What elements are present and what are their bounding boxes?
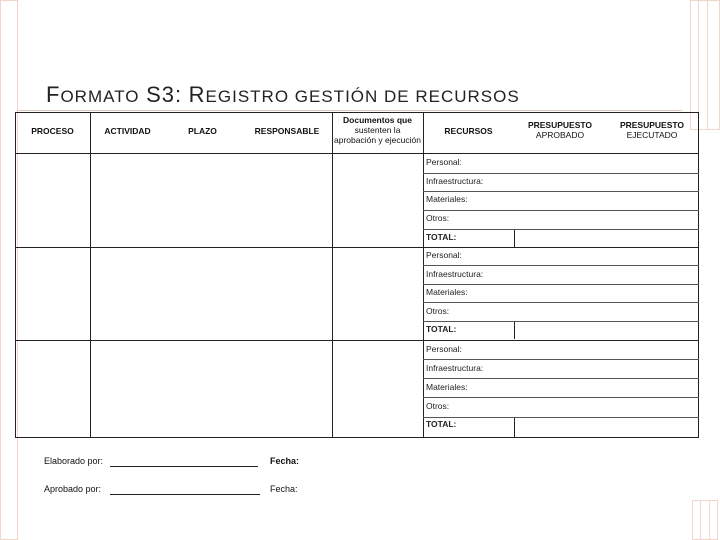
header-plazo: PLAZO: [188, 126, 217, 136]
header-actividad: ACTIVIDAD: [104, 126, 151, 136]
frame-right-inner: [698, 0, 708, 130]
label-infraestructura: Infraestructura:: [426, 363, 484, 373]
label-materiales: Materiales:: [426, 287, 468, 297]
label-personal: Personal:: [426, 344, 462, 354]
label-otros: Otros:: [426, 401, 450, 411]
label-personal: Personal:: [426, 157, 462, 167]
label-total: TOTAL:: [426, 419, 457, 429]
fecha-label-1: Fecha:: [270, 456, 300, 466]
resource-form-table: [15, 112, 699, 438]
header-presupuesto-aprobado: PRESUPUESTO APROBADO: [527, 120, 593, 140]
label-infraestructura: Infraestructura:: [426, 269, 484, 279]
title-underline: [18, 110, 682, 111]
header-presupuesto-ejecutado: PRESUPUESTO EJECUTADO: [619, 120, 685, 140]
aprobado-label: Aprobado por:: [44, 484, 102, 494]
label-materiales: Materiales:: [426, 382, 468, 392]
label-infraestructura: Infraestructura:: [426, 176, 484, 186]
header-documentos: Documentos que sustenten la aprobación y ejecución: [334, 115, 421, 145]
frame-right-bottom-inner: [700, 500, 710, 540]
label-total: TOTAL:: [426, 324, 457, 334]
label-total: TOTAL:: [426, 232, 457, 242]
header-proceso: PROCESO: [31, 126, 74, 136]
header-responsable: RESPONSABLE: [254, 126, 320, 136]
label-otros: Otros:: [426, 213, 450, 223]
header-recursos: RECURSOS: [444, 126, 493, 136]
label-personal: Personal:: [426, 250, 462, 260]
label-materiales: Materiales:: [426, 194, 468, 204]
elaborado-signature-line[interactable]: [110, 466, 258, 467]
fecha-label-2: Fecha:: [270, 484, 298, 494]
elaborado-label: Elaborado por:: [44, 456, 104, 466]
aprobado-signature-line[interactable]: [110, 494, 260, 495]
page-title: FORMATO S3: REGISTRO GESTIÓN DE RECURSOS: [46, 82, 520, 107]
label-otros: Otros:: [426, 306, 450, 316]
